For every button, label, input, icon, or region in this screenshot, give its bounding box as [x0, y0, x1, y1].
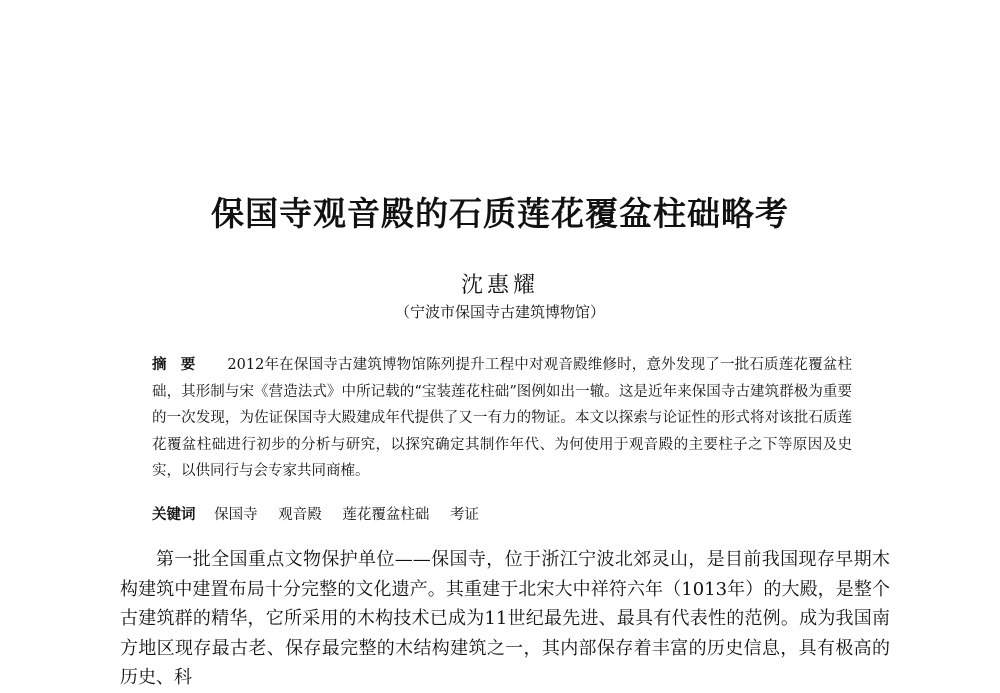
- author-name: 沈惠耀: [460, 273, 539, 298]
- keyword: 莲花覆盆柱础: [342, 507, 430, 523]
- abstract: [152, 352, 852, 485]
- body-paragraph: 第一批全国重点文物保护单位——保国寺，位于浙江宁波北郊灵山，是目前我国现存早期木构建筑中建置布局十分完整的文化遗产。其重建于北宋大中祥符六年（1013年）的大殿，是整个古建筑群的精华，它所采用的木构技术已成为11世纪最先进、最具有代表性的范例。成为我国南方地区现存最古老、保存最完整的木结构建筑之一，其内部保存着丰富的历史信息，具有极高的历史、科: [120, 549, 890, 688]
- keyword: 观音殿: [278, 507, 322, 523]
- keyword: 保国寺: [214, 507, 258, 523]
- abstract-text: 2012年在保国寺古建筑博物馆陈列提升工程中对观音殿维修时，意外发现了一批石质莲花覆盆柱础，其形制与宋《营造法式》中所记载的“宝装莲花柱础”图例如出一辙。这是近年来保国寺古建筑群极为重要的一次发现，为佐证保国寺大殿建成年代提供了又一有力的物证。本文以探索与论证性的形式将对该批石质莲花覆盆柱础进行初步的分析与研究，以探究确定其制作年代、为何使用于观音殿的主要柱子之下等原因及史实，以供同行与会专家共同商榷。: [152, 357, 852, 479]
- paper-title: 保国寺观音殿的石质莲花覆盆柱础略考: [211, 194, 789, 233]
- abstract-label: 摘要: [152, 356, 210, 373]
- author-affiliation: （宁波市保国寺古建筑博物馆）: [394, 303, 605, 321]
- keywords-label: 关键词: [152, 506, 196, 523]
- keywords: [152, 505, 852, 525]
- keyword: 考证: [449, 507, 479, 523]
